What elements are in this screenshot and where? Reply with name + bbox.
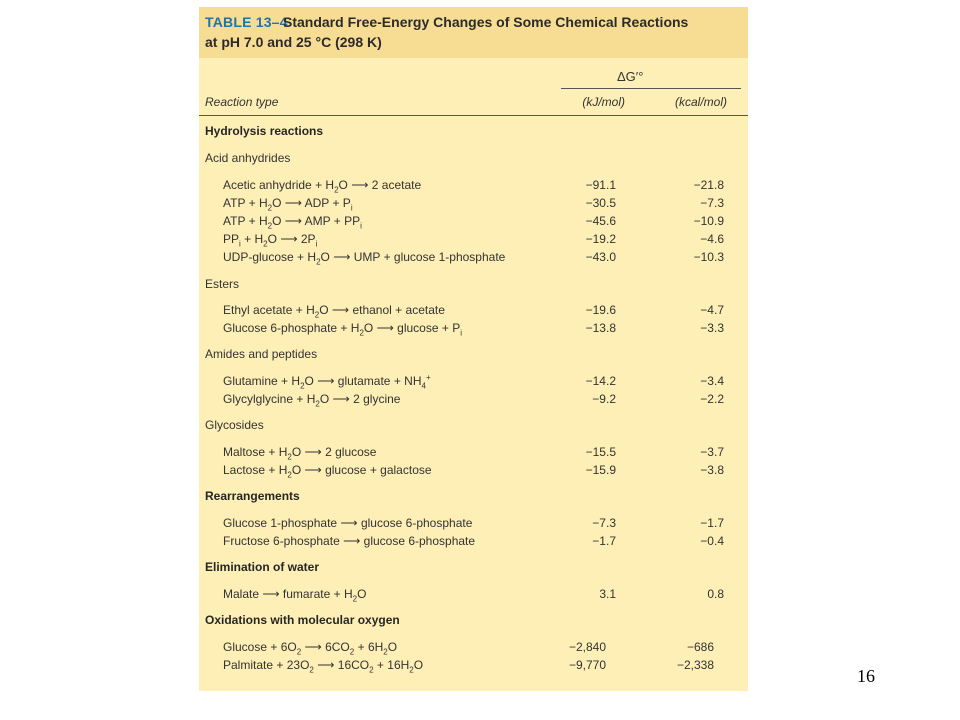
reaction-row: Palmitate + $23O_2$ ⟶ $16CO_2 + 16H_2O$	[223, 658, 424, 675]
table-title: Standard Free-Energy Changes of Some Chemical Reactions	[283, 14, 689, 30]
reaction-row: Maltose + $H_2O$ ⟶ 2 glucose	[223, 445, 377, 462]
kj-value: −43.0	[585, 250, 616, 264]
page-number: 16	[857, 666, 875, 686]
col-kj: (kJ/mol)	[582, 95, 625, 109]
header-rule-top	[561, 88, 741, 89]
reaction-row: Glutamine + $H_2O$ ⟶ glutamate + $NH_4^+$	[223, 373, 431, 391]
reaction-row: Fructose 6-phosphate ⟶ glucose 6-phosphate	[223, 534, 476, 548]
kj-value: −2,840	[568, 640, 606, 654]
kcal-value: −4.7	[700, 303, 724, 317]
reaction-row: Glycylglycine + $H_2O$ ⟶ 2 glycine	[223, 392, 401, 409]
kj-value: −1.7	[592, 534, 616, 548]
reaction-row: Malate ⟶ fumarate + $H_2O$	[223, 587, 367, 604]
reaction-row: Ethyl acetate + $H_2O$ ⟶ ethanol + acetate	[223, 303, 445, 320]
kcal-value: −10.3	[693, 250, 724, 264]
section-rearrangements: Rearrangements	[205, 489, 300, 503]
kj-value: −13.8	[585, 321, 616, 335]
kj-value: −45.6	[585, 214, 616, 228]
table-title-line2: at pH 7.0 and 25 °C (298 K)	[205, 34, 382, 50]
kcal-value: −4.6	[700, 232, 724, 246]
kj-value: −7.3	[592, 516, 616, 530]
table-title-band	[199, 7, 748, 58]
section-hydrolysis: Hydrolysis reactions	[205, 124, 324, 138]
section-oxidations: Oxidations with molecular oxygen	[205, 613, 400, 627]
kcal-value: −10.9	[693, 214, 724, 228]
kcal-value: −21.8	[693, 178, 724, 192]
reaction-row: Lactose + $H_2O$ ⟶ glucose + galactose	[223, 463, 432, 480]
kj-value: −19.6	[585, 303, 616, 317]
reaction-row: Glucose 1-phosphate ⟶ glucose 6-phosphate	[223, 516, 473, 530]
reaction-row: $UDP-glucose + H_2O$ ⟶ UMP + glucose 1-phosphate	[223, 250, 506, 267]
reaction-row: Acetic anhydride + $H_2O$ ⟶ 2 acetate	[223, 178, 422, 195]
kcal-value: −3.3	[700, 321, 724, 335]
section-esters: Esters	[205, 277, 240, 291]
kj-value: −91.1	[585, 178, 616, 192]
header-rule-bottom	[199, 115, 748, 116]
reaction-row: $Glucose + 6O_2$ ⟶ $6CO_2 + 6H_2O$	[223, 640, 398, 657]
table-number: TABLE 13–4	[205, 14, 288, 30]
section-acid-anhydrides: Acid anhydrides	[205, 151, 291, 165]
kj-value: −9,770	[568, 658, 606, 672]
kj-value: −30.5	[585, 196, 616, 210]
kj-value: −19.2	[585, 232, 616, 246]
table-panel	[199, 7, 748, 691]
kcal-value: −3.7	[700, 445, 724, 459]
kj-value: −14.2	[585, 374, 616, 388]
kj-value: −9.2	[592, 392, 616, 406]
kcal-value: −2.2	[700, 392, 724, 406]
kcal-value: 0.8	[707, 587, 724, 601]
kj-value: −15.5	[585, 445, 616, 459]
section-amides: Amides and peptides	[205, 347, 318, 361]
reaction-row: ATP + $H_2O$ ⟶ ADP + $P_i$	[223, 196, 353, 213]
kcal-value: −0.4	[700, 534, 724, 548]
kcal-value: −7.3	[700, 196, 724, 210]
col-reaction-type: Reaction type	[205, 95, 279, 109]
section-elimination: Elimination of water	[205, 560, 320, 574]
reaction-row: Glucose 6-phosphate + $H_2O$ ⟶ $glucose + P_i$	[223, 321, 463, 338]
section-glycosides: Glycosides	[205, 418, 264, 432]
reaction-row: ATP + $H_2O$ ⟶ AMP + $PP_i$	[223, 214, 362, 231]
kcal-value: −3.8	[700, 463, 724, 477]
delta-g-header: ΔG′°	[617, 69, 644, 84]
reaction-row: $PP_i + H_2O$ ⟶ $2P_i$	[223, 232, 318, 249]
kcal-value: −1.7	[700, 516, 724, 530]
kj-value: 3.1	[599, 587, 616, 601]
col-kcal: (kcal/mol)	[674, 95, 727, 109]
kcal-value: −2,338	[676, 658, 714, 672]
kj-value: −15.9	[585, 463, 616, 477]
kcal-value: −3.4	[700, 374, 724, 388]
kcal-value: −686	[686, 640, 714, 654]
